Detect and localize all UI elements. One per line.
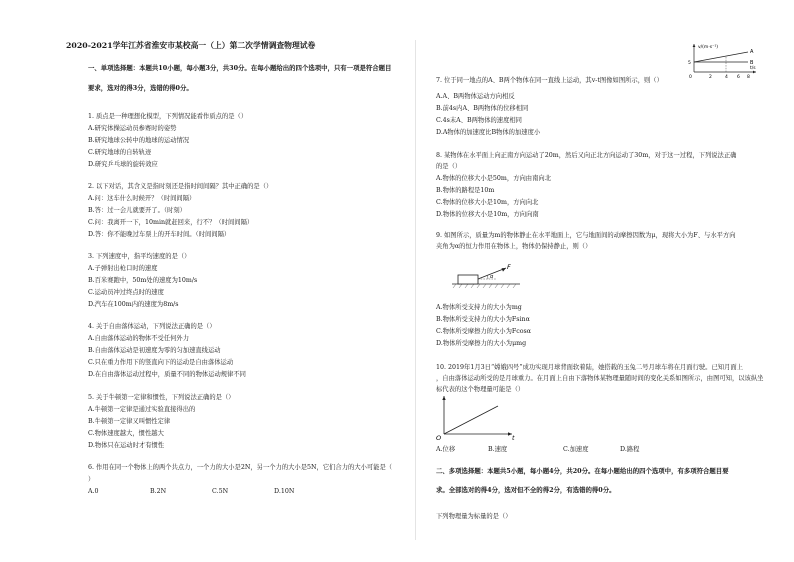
q9-angle-arc <box>487 275 488 279</box>
q6-option-b: B.2N <box>150 488 167 495</box>
q2-option-a: A.问：这车什么时候开？（时间间隔） <box>88 195 196 202</box>
q9-stem-cont: 夹角为α的恒力作用在物体上，物体仍保持静止，则（） <box>436 243 592 250</box>
q7-x-tick: 8 <box>747 75 750 80</box>
q3-option-d: D.汽车在100m内的速度为8m/s <box>88 301 179 308</box>
q2-option-d: D.答：你不能晚过车票上的开车时间。（时间间隔） <box>88 231 231 238</box>
q3-option-c: C.运动员冲过终点时的速度 <box>88 289 164 296</box>
q10-origin: O <box>436 434 442 442</box>
q8-stem-cont: 的是（） <box>436 163 462 170</box>
q3-option-a: A.子弹射出枪口时的速度 <box>88 265 158 272</box>
q10-stem-cont2: 标代表的这个物理量可能是（） <box>436 386 525 393</box>
q7-line-b-label: B <box>750 60 754 66</box>
q9-force-label: F <box>507 263 511 271</box>
q10-stem: 10. 2019年1月3日“嫦娥四号”成功实现月球背面软着陆，她搭载的玉兔二号月球车将在月面行驶。已知月面上 <box>436 364 743 371</box>
q9-option-c: C.物体所受摩擦力的大小为Fcosα <box>436 328 532 335</box>
q7-x-tick: 4 <box>725 75 728 80</box>
q4-option-a: A.自由落体运动的物体不受任何外力 <box>88 335 190 342</box>
q6-option-c: C.5N <box>212 488 229 495</box>
q8-option-a: A.物体的位移大小是50m，方向由南向北 <box>436 175 551 182</box>
q10-option-a: A.位移 <box>436 446 456 453</box>
q4-stem: 4. 关于自由落体运动，下列说法正确的是（） <box>88 323 216 330</box>
q5-option-a: A.牛顿第一定律是通过实验直接得出的 <box>88 406 196 413</box>
q7-x-tick: 2 <box>709 75 712 80</box>
q4-option-d: D.在自由落体运动过程中，质量不同的物体运动规律不同 <box>88 371 246 378</box>
q7-stem: 7. 位于同一地点的A、B两个物体在同一直线上运动，其v-t图像如图所示，则（） <box>436 77 663 84</box>
q1-option-c: C.研究地球的自转轨迹 <box>88 149 152 156</box>
q7-option-d: D.A物体的加速度比B物体的加速度小 <box>436 129 541 136</box>
q8-option-b: B.物体的路程是10m <box>436 187 495 194</box>
q10-option-d: D.路程 <box>620 446 640 453</box>
q10-y-arrow <box>442 396 445 400</box>
q10-option-c: C.加速度 <box>563 446 589 453</box>
q7-y-label: v/(m·s⁻¹) <box>698 45 719 50</box>
q10-graph <box>432 392 520 444</box>
q6-option-a: A.0 <box>88 488 99 495</box>
q7-line-a-label: A <box>750 49 754 55</box>
q9-option-d: D.物体所受摩擦力的大小为μmg <box>436 340 527 347</box>
q10-x-label: t <box>512 434 515 442</box>
q8-stem: 8. 某物体在水平面上向正南方向运动了20m，然后又向正北方向运动了30m，对于这一过程，下列说法正确 <box>436 152 737 159</box>
q2-option-c: C.问：我离开一下，10min就赶回来，行不？（时间间隔） <box>88 219 254 226</box>
section1-heading-cont: 要求，选对的得3分，选错的得0分。 <box>88 84 193 92</box>
q7-vt-graph <box>680 40 762 80</box>
q6-option-d: D.10N <box>274 488 295 495</box>
q10-stem-cont: ，自由落体运动所受的是月球重力。在月面上自由下落物体某物理量随时间的变化关系如图所示，由图可知，以该纵坐 <box>436 375 764 382</box>
q3-option-b: B.百米赛跑中，50m处的速度为10m/s <box>88 277 198 284</box>
q1-option-a: A.研究体操运动员参赛时的姿势 <box>88 125 177 132</box>
exam-title: 2020-2021学年江苏省淮安市某校高一（上）第二次学情调查物理试卷 <box>66 41 316 50</box>
q5-stem: 5. 关于牛顿第一定律和惯性，下列说法正确的是（） <box>88 394 235 401</box>
q5-option-d: D.物体只在运动时才有惯性 <box>88 442 165 449</box>
q7-option-b: B.前4s内A、B两物体的位移相同 <box>436 105 529 112</box>
q7-x-arrow <box>753 71 756 74</box>
q7-origin: 0 <box>689 75 692 80</box>
q9-angle-label: α <box>490 274 494 280</box>
q9-force-figure <box>450 258 522 290</box>
q7-option-c: C.4s末A、B两物体的速度相同 <box>436 117 522 124</box>
q7-x-tick: 6 <box>737 75 740 80</box>
section2-heading: 二、多项选择题：本题共5小题，每小题4分，共20分。在每小题给出的四个选项中，有多项符合题目要 <box>436 467 729 475</box>
q6-stem-cont: ） <box>88 476 95 483</box>
q1-stem: 1. 质点是一种理想化模型，下列情况能看作质点的是（） <box>88 113 248 120</box>
q8-option-d: D.物体的位移大小是10m，方向向南 <box>436 211 539 218</box>
q3-stem: 3. 下列速度中，指平均速度的是（） <box>88 253 191 260</box>
q6-stem: 6. 作用在同一个物体上的两个共点力，一个力的大小是2N，另一个力的大小是5N，它们合力的大小可能是（ <box>88 464 393 471</box>
q5-option-b: B.牛顿第一定律又叫惯性定律 <box>88 418 171 425</box>
q9-stem: 9. 如图所示，质量为m的物体静止在水平地面上，它与地面间的动摩擦因数为μ，现将大小为F、与水平方向 <box>436 232 736 239</box>
q7-x-label: t/s <box>750 66 756 71</box>
q10-data-line <box>444 406 498 434</box>
q11-stem: 下列物理量为标量的是（） <box>436 513 512 520</box>
q10-option-b: B.速度 <box>488 446 508 453</box>
q7-option-a: A.A、B两物体运动方向相反 <box>436 93 515 100</box>
section2-heading-cont: 求。全部选对的得4分，选对但不全的得2分，有选错的得0分。 <box>436 486 616 494</box>
q9-option-a: A.物体所受支持力的大小为mg <box>436 304 522 311</box>
q2-option-b: B.答：过一会儿就要开了。（时刻） <box>88 207 186 214</box>
q4-option-b: B.自由落体运动是初速度为零的匀加速直线运动 <box>88 347 221 354</box>
q5-option-c: C.物体速度越大，惯性越大 <box>88 430 164 437</box>
section1-heading: 一、单项选择题：本题共10小题，每小题3分，共30分。在每小题给出的四个选项中，只有一项是符合题目 <box>88 64 392 72</box>
q4-option-c: C.只在重力作用下的竖直向下的运动是自由落体运动 <box>88 359 234 366</box>
q7-y-arrow <box>693 44 696 47</box>
q9-ground-hatch <box>453 284 516 288</box>
q7-line-a <box>694 52 748 62</box>
q1-option-b: B.研究地球公转中的地球的运动情况 <box>88 137 190 144</box>
q9-option-b: B.物体所受支持力的大小为Fsinα <box>436 316 530 323</box>
q9-block <box>458 275 478 284</box>
column-divider <box>415 40 416 540</box>
q1-option-d: D.研究乒乓球的旋转效应 <box>88 161 158 168</box>
q2-stem: 2. 以下对话，其含义是指时刻还是指时间间隔？其中正确的是（） <box>88 183 273 190</box>
q8-option-c: C.物体的位移大小是10m，方向向北 <box>436 199 539 206</box>
q7-y-tick: 5 <box>688 61 691 66</box>
